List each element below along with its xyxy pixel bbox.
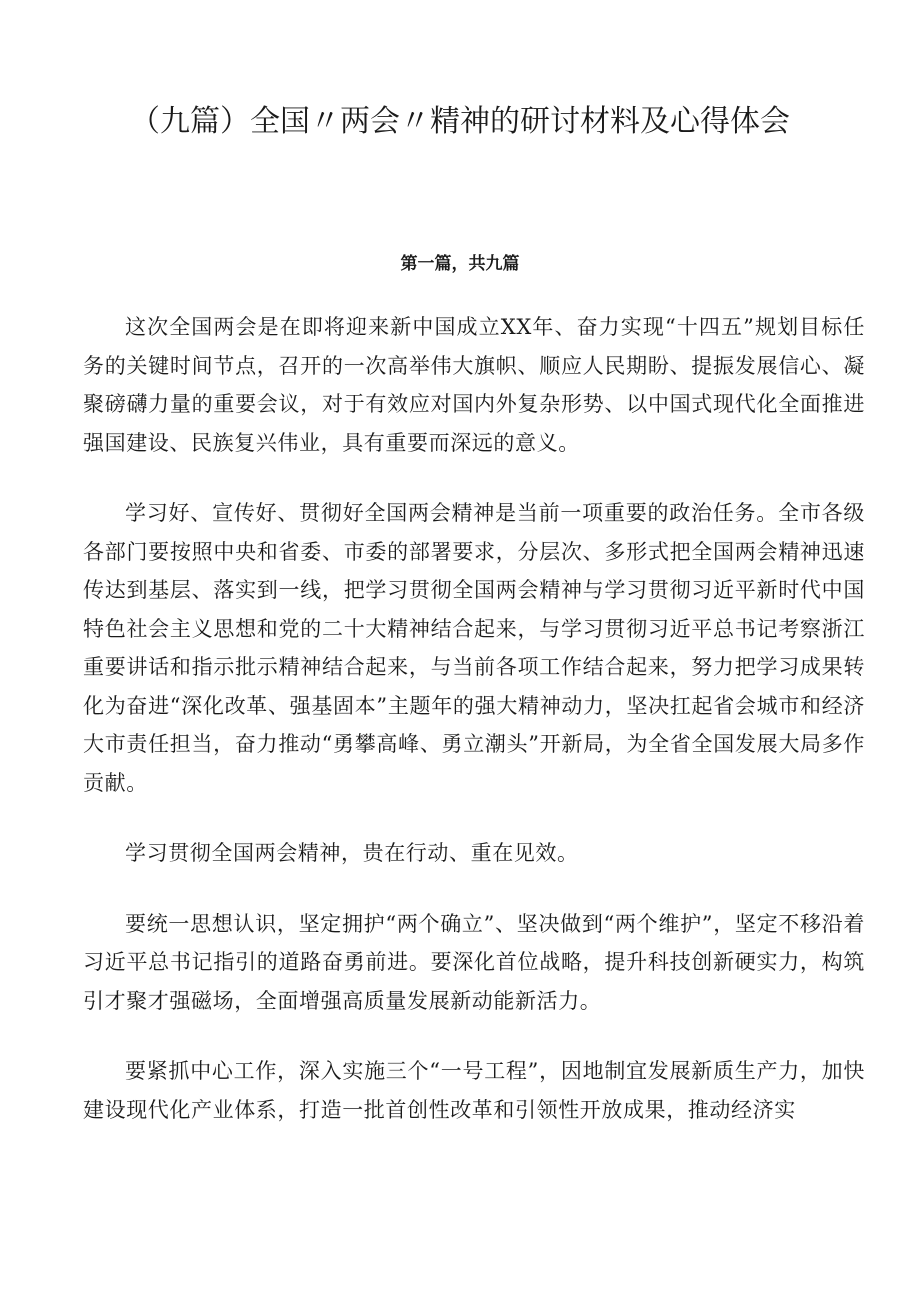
paragraph-4: 要统一思想认识，坚定拥护“两个确立”、坚决做到“两个维护”，坚定不移沿着习近平总书记指引的道路奋勇前进。要深化首位战略，提升科技创新硬实力，构筑引才聚才强磁场，全面增强高质量发展新动能新活力。	[83, 911, 865, 1013]
document-body	[83, 308, 865, 1161]
paragraph-5: 要紧抓中心工作，深入实施三个“一号工程”，因地制宜发展新质生产力，加快建设现代化产业体系，打造一批首创性改革和引领性开放成果，推动经济实	[83, 1059, 865, 1122]
paragraph-2: 学习好、宣传好、贯彻好全国两会精神是当前一项重要的政治任务。全市各级各部门要按照中央和省委、市委的部署要求，分层次、多形式把全国两会精神迅速传达到基层、落实到一线，把学习贯彻全国两会精神与学习贯彻习近平新时代中国特色社会主义思想和党的二十大精神结合起来，与学习贯彻习近平总书记考察浙江重要讲话和指示批示精神结合起来，与当前各项工作结合起来，努力把学习成果转化为奋进“深化改革、强基固本”主题年的强大精神动力，坚决扛起省会城市和经济大市责任担当，奋力推动“勇攀高峰、勇立潮头”开新局，为全省全国发展大局多作贡献。	[83, 501, 865, 795]
paragraph-3: 学习贯彻全国两会精神，贵在行动、重在见效。	[125, 841, 579, 865]
document-subtitle: 第一篇，共九篇	[400, 254, 520, 274]
document-title: （九篇）全国〃两会〃精神的研讨材料及心得体会	[130, 104, 790, 139]
paragraph-1: 这次全国两会是在即将迎来新中国成立XX年、奋力实现“十四五”规划目标任务的关键时间节点，召开的一次高举伟大旗帜、顺应人民期盼、提振发展信心、凝聚磅礴力量的重要会议，对于有效应对国内外复杂形势、以中国式现代化全面推进强国建设、民族复兴伟业，具有重要而深远的意义。	[83, 315, 865, 455]
